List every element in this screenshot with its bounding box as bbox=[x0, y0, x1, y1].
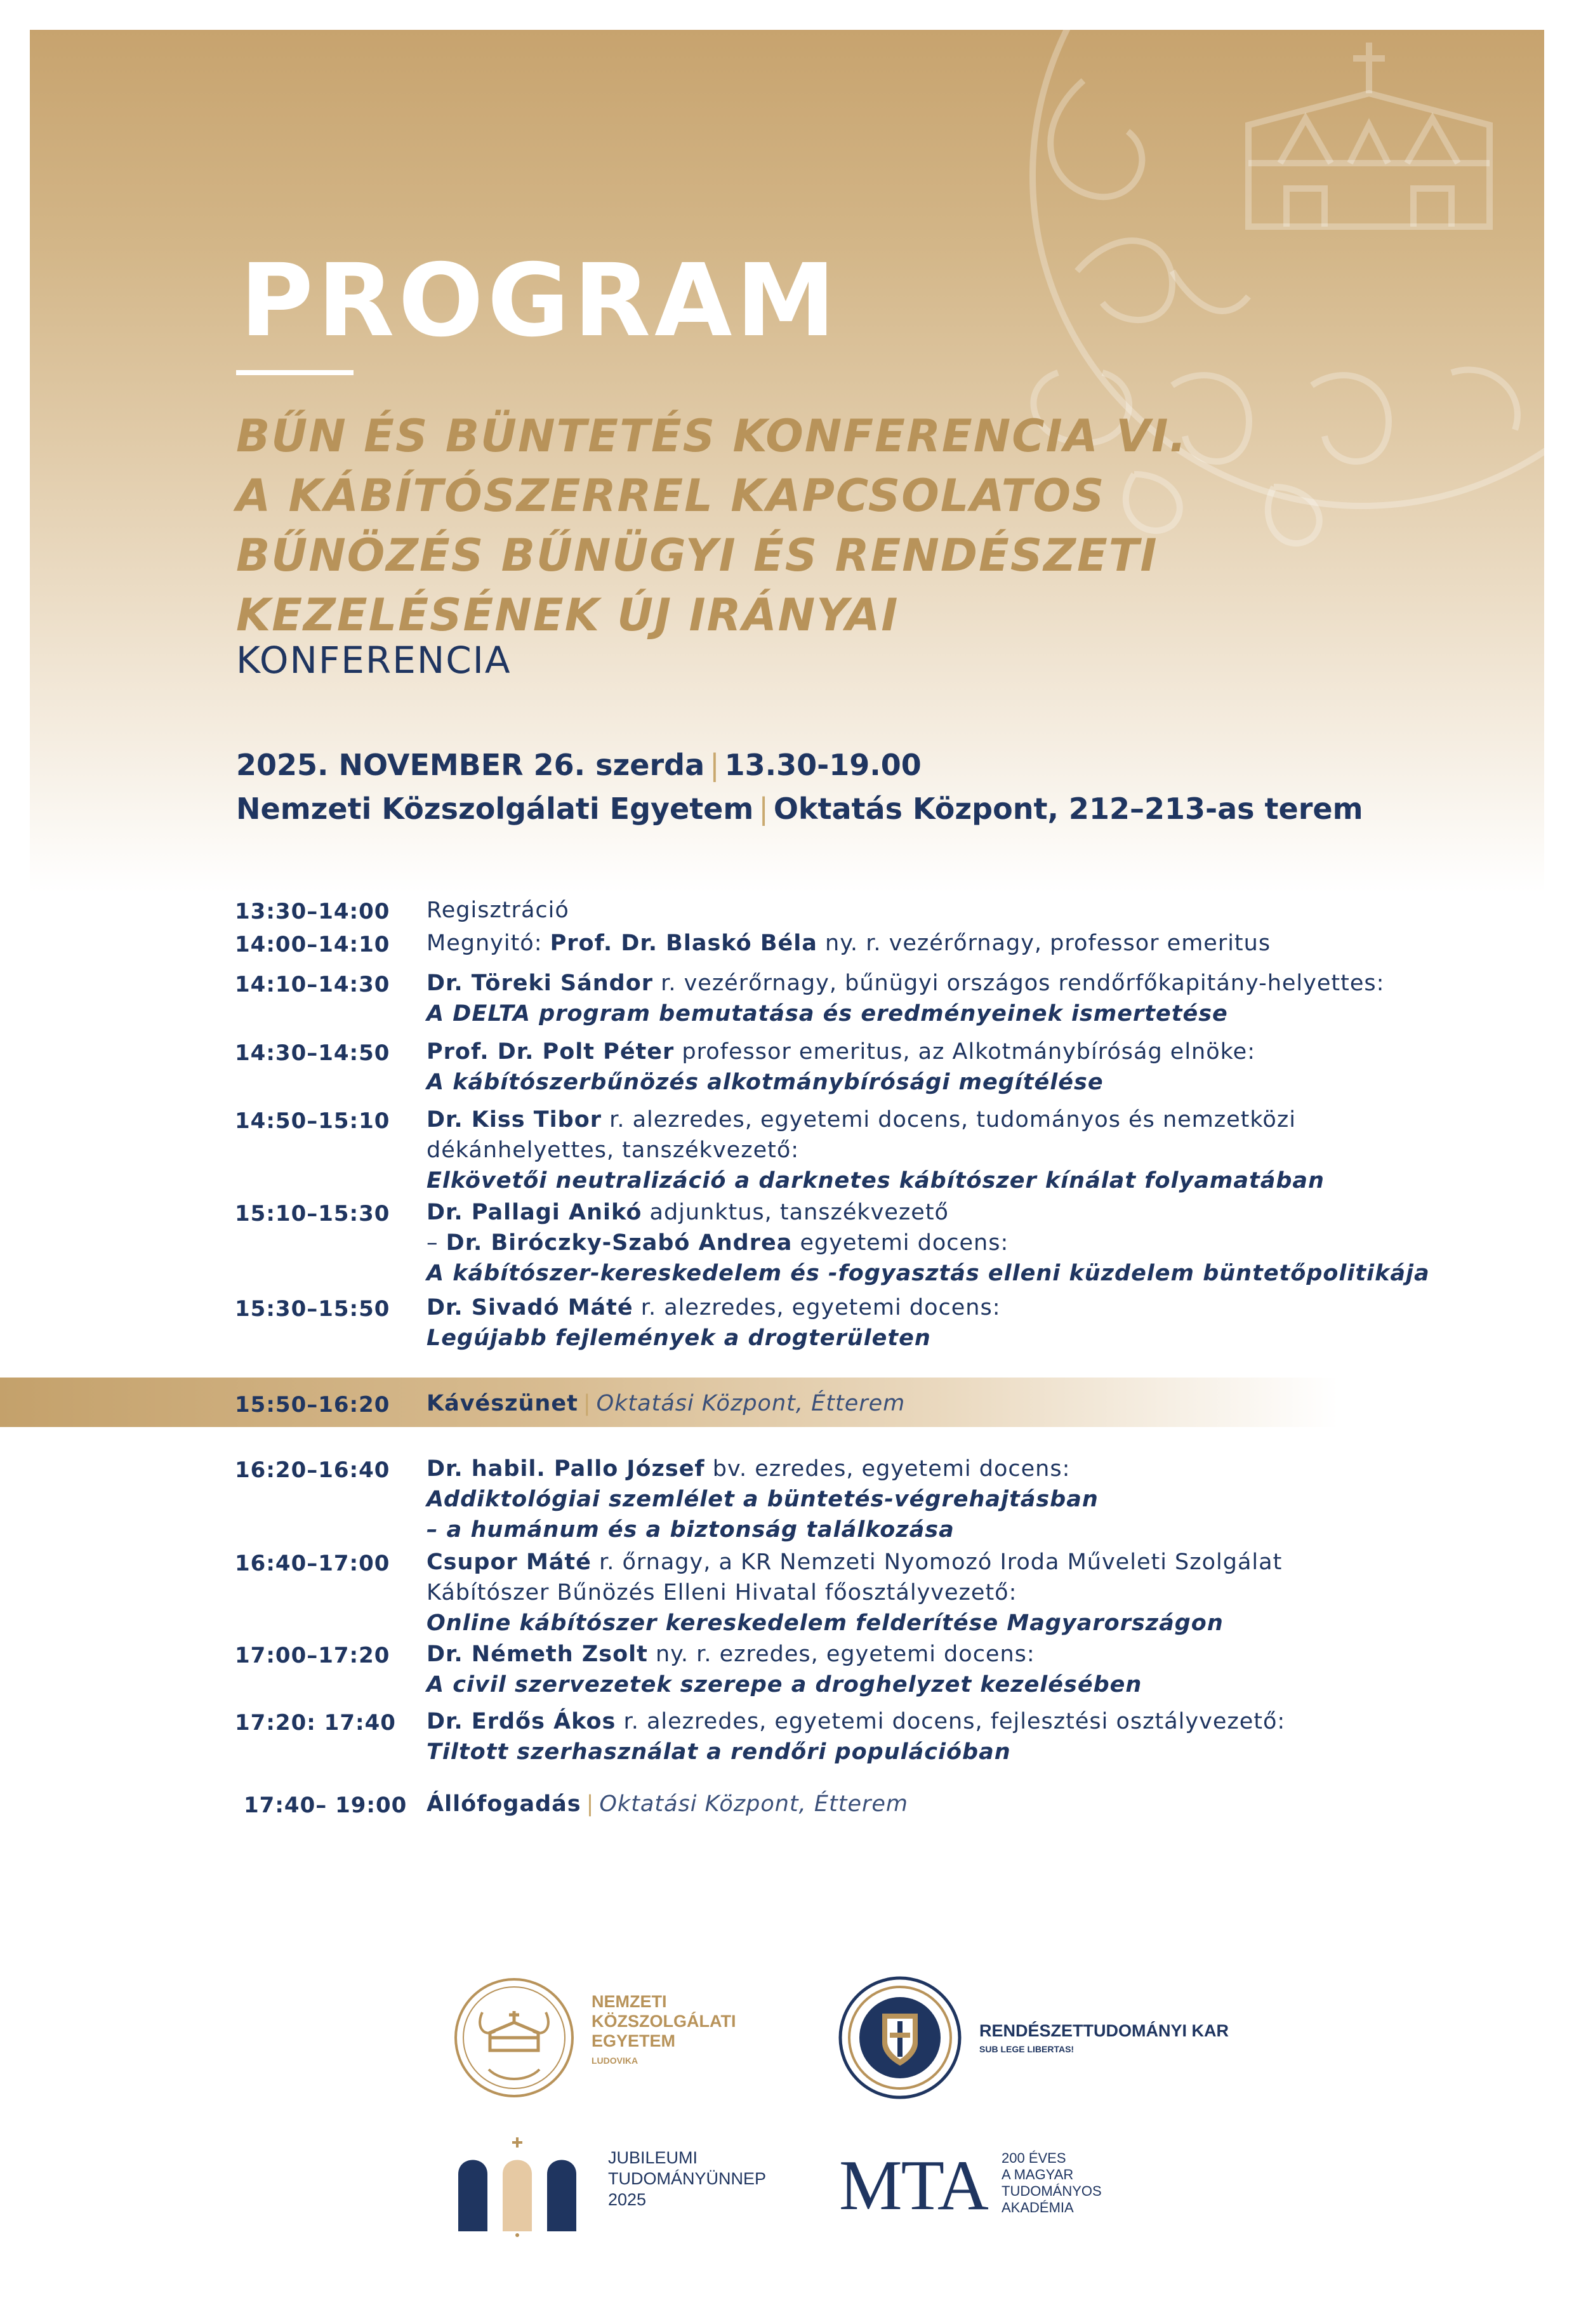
schedule-time: 15:10–15:30 bbox=[235, 1201, 390, 1226]
title-underline bbox=[236, 370, 354, 375]
schedule-time: 16:40–17:00 bbox=[235, 1551, 390, 1576]
talk-title: Tiltott szerhasználat a rendőri populációban bbox=[427, 1739, 1011, 1765]
talk-title: Online kábítószer kereskedelem felderítése Magyarországon bbox=[427, 1610, 1224, 1636]
nke-name-line: KÖZSZOLGÁLATI bbox=[592, 2012, 736, 2031]
schedule-description bbox=[427, 1388, 905, 1419]
speaker-name: Csupor Máté bbox=[427, 1550, 592, 1575]
conference-title-line: BŰNÖZÉS BŰNÜGYI ÉS RENDÉSZETI bbox=[236, 529, 1158, 581]
talk-title: Elkövetői neutralizáció a darknetes kábítószer kínálat folyamatában bbox=[427, 1168, 1325, 1193]
event-date-line bbox=[236, 748, 922, 782]
speaker-name: Dr. Pallagi Anikó bbox=[427, 1200, 642, 1225]
rtk-name: RENDÉSZETTUDOMÁNYI KAR bbox=[979, 2021, 1229, 2040]
description-line bbox=[427, 1323, 1001, 1353]
speaker-name: Dr. Biróczky-Szabó Andrea bbox=[446, 1230, 793, 1256]
schedule-time: 13:30–14:00 bbox=[235, 899, 390, 924]
jubileum-line: JUBILEUMI bbox=[608, 2148, 698, 2167]
jubileum-logo bbox=[456, 2136, 798, 2250]
speaker-name: Dr. habil. Pallo József bbox=[427, 1456, 705, 1482]
nke-logo bbox=[451, 1974, 793, 2101]
schedule-time: 17:20: 17:40 bbox=[235, 1710, 396, 1736]
schedule-time: 14:10–14:30 bbox=[235, 972, 390, 997]
jubileum-arches-icon bbox=[456, 2136, 583, 2238]
rtk-logo bbox=[837, 1974, 1229, 2101]
location-note: Oktatási Központ, Étterem bbox=[599, 1791, 909, 1817]
description-line bbox=[427, 1197, 1430, 1228]
plain-text: – bbox=[427, 1230, 446, 1256]
description-line bbox=[427, 1258, 1430, 1289]
speaker-title: bv. ezredes, egyetemi docens: bbox=[704, 1456, 1071, 1482]
event-kind: KONFERENCIA bbox=[236, 639, 512, 682]
talk-title: A kábítószer-kereskedelem és -fogyasztás elleni küzdelem büntetőpolitikája bbox=[427, 1261, 1430, 1286]
jubileum-line: TUDOMÁNYÜNNEP bbox=[608, 2169, 767, 2188]
description-line bbox=[427, 1165, 1325, 1196]
description-line bbox=[427, 1706, 1285, 1737]
mta-line: AKADÉMIA bbox=[1002, 2200, 1074, 2215]
rtk-emblem-icon bbox=[837, 1974, 963, 2101]
schedule-description bbox=[427, 1197, 1430, 1289]
event-venue: Nemzeti Közszolgálati Egyetem bbox=[236, 792, 754, 826]
description-line bbox=[427, 1105, 1325, 1135]
nke-subname: LUDOVIKA bbox=[592, 2055, 638, 2066]
speaker-name: Állófogadás bbox=[427, 1791, 581, 1817]
schedule-description bbox=[427, 1037, 1255, 1098]
speaker-title: r. őrnagy, a KR Nemzeti Nyomozó Iroda Műveleti Szolgálat bbox=[591, 1550, 1283, 1575]
event-date: 2025. NOVEMBER 26. szerda bbox=[236, 748, 705, 782]
conference-title bbox=[236, 406, 1187, 645]
schedule-time: 14:00–14:10 bbox=[235, 932, 390, 957]
nke-emblem-icon bbox=[451, 1974, 578, 2101]
speaker-name: Dr. Kiss Tibor bbox=[427, 1107, 602, 1132]
schedule-time: 17:40– 19:00 bbox=[244, 1793, 407, 1818]
separator: | bbox=[758, 792, 769, 826]
description-line bbox=[427, 1639, 1142, 1670]
schedule-time: 15:30–15:50 bbox=[235, 1296, 390, 1322]
speaker-title: r. alezredes, egyetemi docens: bbox=[633, 1295, 1001, 1320]
schedule-description bbox=[427, 1639, 1142, 1700]
talk-title: A DELTA program bemutatása és eredményeinek ismertetése bbox=[427, 1001, 1228, 1026]
page-title: PROGRAM bbox=[240, 242, 840, 359]
schedule-description bbox=[427, 1706, 1285, 1767]
conference-title-line: A KÁBÍTÓSZERREL KAPCSOLATOS bbox=[236, 470, 1106, 522]
plain-text: Kábítószer Bűnözés Elleni Hivatal főosztályvezető: bbox=[427, 1580, 1017, 1605]
separator: | bbox=[583, 1391, 592, 1416]
talk-title: – a humánum és a biztonság találkozása bbox=[427, 1517, 955, 1543]
schedule-time: 16:20–16:40 bbox=[235, 1457, 390, 1483]
talk-title: Addiktológiai szemlélet a büntetés-végrehajtásban bbox=[427, 1487, 1099, 1512]
speaker-name: Kávészünet bbox=[427, 1391, 578, 1416]
speaker-title: adjunktus, tanszékvezető bbox=[642, 1200, 949, 1225]
description-line bbox=[427, 1067, 1255, 1098]
schedule-time: 14:30–14:50 bbox=[235, 1040, 390, 1066]
schedule-description bbox=[427, 928, 1271, 959]
description-line bbox=[427, 1515, 1099, 1545]
schedule-description bbox=[427, 1105, 1325, 1196]
description-line bbox=[427, 928, 1271, 959]
jubileum-line: 2025 bbox=[608, 2190, 647, 2209]
mta-line: A MAGYAR bbox=[1002, 2167, 1074, 2182]
description-line bbox=[427, 1454, 1099, 1484]
speaker-name: Dr. Erdős Ákos bbox=[427, 1709, 616, 1734]
speaker-title: professor emeritus, az Alkotmánybíróság elnöke: bbox=[674, 1039, 1255, 1065]
description-line bbox=[427, 1789, 908, 1819]
description-line bbox=[427, 1037, 1255, 1067]
description-line bbox=[427, 895, 569, 926]
description-line bbox=[427, 1547, 1282, 1577]
talk-title: A kábítószerbűnözés alkotmánybírósági megítélése bbox=[427, 1070, 1104, 1095]
speaker-name: Dr. Töreki Sándor bbox=[427, 971, 654, 996]
schedule-time: 17:00–17:20 bbox=[235, 1643, 390, 1668]
speaker-title: r. alezredes, egyetemi docens, tudományos és nemzetközi bbox=[602, 1107, 1296, 1132]
event-location: Oktatás Központ, 212–213-as terem bbox=[773, 792, 1363, 826]
description-line bbox=[427, 1737, 1285, 1767]
description-line bbox=[427, 1228, 1430, 1258]
conference-title-line: KEZELÉSÉNEK ÚJ IRÁNYAI bbox=[236, 589, 899, 641]
speaker-title: egyetemi docens: bbox=[792, 1230, 1009, 1256]
description-line bbox=[427, 1135, 1325, 1165]
mta-wordmark: MTA bbox=[839, 2146, 988, 2225]
talk-title: Legújabb fejlemények a drogterületen bbox=[427, 1325, 931, 1351]
schedule-time: 14:50–15:10 bbox=[235, 1108, 390, 1134]
schedule-description bbox=[427, 968, 1384, 1029]
event-time: 13.30-19.00 bbox=[724, 748, 922, 782]
description-line bbox=[427, 999, 1384, 1029]
mta-line: 200 ÉVES bbox=[1002, 2150, 1066, 2166]
schedule-description bbox=[427, 1547, 1282, 1638]
talk-title: A civil szervezetek szerepe a droghelyzet kezelésében bbox=[427, 1672, 1142, 1697]
description-line bbox=[427, 968, 1384, 999]
schedule-description bbox=[427, 1454, 1099, 1545]
location-note: Oktatási Központ, Étterem bbox=[596, 1391, 906, 1416]
separator: | bbox=[586, 1791, 595, 1817]
rtk-motto: SUB LEGE LIBERTAS! bbox=[979, 2044, 1075, 2054]
speaker-name: Dr. Sivadó Máté bbox=[427, 1295, 633, 1320]
description-line bbox=[427, 1577, 1282, 1608]
speaker-title: r. alezredes, egyetemi docens, fejlesztési osztályvezető: bbox=[616, 1709, 1286, 1734]
schedule-description bbox=[427, 1789, 908, 1819]
nke-name-line: EGYETEM bbox=[592, 2031, 676, 2050]
schedule-description bbox=[427, 895, 569, 926]
speaker-title: ny. r. vezérőrnagy, professor emeritus bbox=[817, 931, 1271, 956]
plain-text: dékánhelyettes, tanszékvezető: bbox=[427, 1138, 800, 1163]
plain-text: Regisztráció bbox=[427, 898, 569, 923]
nke-name-line: NEMZETI bbox=[592, 1992, 667, 2011]
speaker-name: Prof. Dr. Polt Péter bbox=[427, 1039, 675, 1065]
schedule-description bbox=[427, 1292, 1001, 1353]
speaker-title: r. vezérőrnagy, bűnügyi országos rendőrfőkapitány-helyettes: bbox=[653, 971, 1385, 996]
speaker-name: Dr. Németh Zsolt bbox=[427, 1642, 648, 1667]
schedule-time: 15:50–16:20 bbox=[235, 1392, 390, 1418]
description-line bbox=[427, 1608, 1282, 1638]
mta-line: TUDOMÁNYOS bbox=[1002, 2183, 1102, 2199]
description-line bbox=[427, 1388, 905, 1419]
mta-logo bbox=[837, 2136, 1192, 2250]
conference-title-line: BŰN ÉS BÜNTETÉS KONFERENCIA VI. bbox=[236, 410, 1188, 462]
description-line bbox=[427, 1484, 1099, 1515]
separator: | bbox=[710, 748, 720, 782]
speaker-name: Prof. Dr. Blaskó Béla bbox=[550, 931, 817, 956]
description-line bbox=[427, 1670, 1142, 1700]
description-line bbox=[427, 1292, 1001, 1323]
speaker-title: ny. r. ezredes, egyetemi docens: bbox=[647, 1642, 1035, 1667]
event-venue-line bbox=[236, 792, 1363, 826]
plain-text: Megnyitó: bbox=[427, 931, 550, 956]
